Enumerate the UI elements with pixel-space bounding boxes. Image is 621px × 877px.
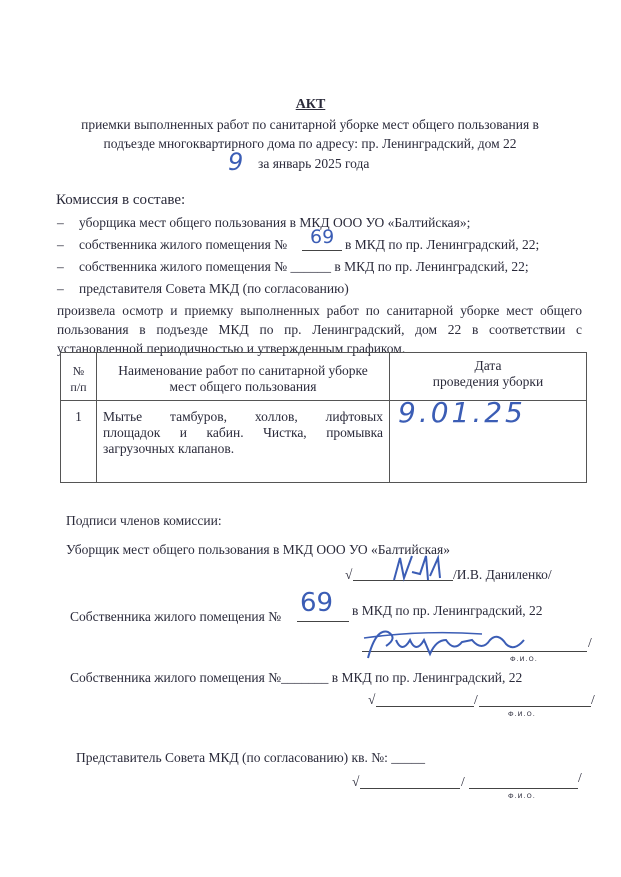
row-date-handwritten: 9.01.25 [398, 396, 526, 429]
sig-cleaner-signature [390, 552, 450, 584]
sig-owner2-line-a [376, 706, 474, 707]
sig-council-fio: Ф.И.О. [508, 792, 536, 800]
commission-item-council: представителя Совета МКД (по согласованию) [79, 281, 349, 296]
sig-owner1-number-line [297, 621, 349, 622]
body-line-3: установленной периодичностью и утвержденным графиком. [57, 341, 406, 356]
sig-owner1-apartment: 69 [300, 588, 334, 618]
sig-owner2-fio: Ф.И.О. [508, 710, 536, 718]
commission-bullet-2: – [57, 237, 64, 252]
header-date-line-1: Дата [474, 358, 502, 373]
sig-owner2-line-end: / [591, 692, 595, 707]
sig-council-label: Представитель Совета МКД (по согласованию) кв. №: _____ [76, 750, 425, 765]
sig-council-line-b [469, 788, 578, 789]
sig-council-slash: / [461, 774, 465, 789]
header-num-line-2: п/п [70, 380, 87, 394]
commission-bullet-3: – [57, 259, 64, 274]
sig-owner1-label-b: в МКД по пр. Ленинградский, 22 [352, 603, 543, 618]
commission-owner1-apartment: 69 [310, 226, 335, 248]
commission-bullet-1: – [57, 215, 64, 230]
commission-owner1-blank [302, 250, 342, 251]
commission-heading: Комиссия в составе: [56, 192, 186, 208]
header-date [390, 353, 587, 401]
commission-item-owner2: собственника жилого помещения № ______ в МКД по пр. Ленинградский, 22; [79, 259, 529, 274]
commission-item-cleaner: уборщика мест общего пользования в МКД ООО УО «Балтийская»; [79, 215, 471, 230]
signatures-heading: Подписи членов комиссии: [66, 513, 222, 528]
sig-owner1-line-end: / [588, 635, 592, 650]
act-subtitle-line-3: за январь 2025 года [258, 156, 370, 171]
sig-owner2-check: √ [368, 692, 376, 707]
table-row [61, 401, 587, 483]
sig-council-check: √ [352, 774, 360, 789]
body-line-1: произвела осмотр и приемку выполненных работ по санитарной уборке мест общего [57, 303, 582, 318]
body-line-2: пользования в подъезде МКД по пр. Ленинградский, дом 22 в соответствии с [57, 322, 582, 337]
handwritten-day: 9 [228, 148, 244, 176]
header-date-line-2: проведения уборки [432, 374, 544, 389]
row-name-line-2: площадок и кабин. Чистка, промывка [103, 425, 383, 440]
sig-cleaner-check: √ [345, 567, 353, 582]
sig-cleaner-label: Уборщик мест общего пользования в МКД ООО УО «Балтийская» [66, 542, 450, 557]
table-header-row [61, 353, 587, 401]
sig-owner1-fio: Ф.И.О. [510, 655, 538, 663]
sig-owner2-slash: / [474, 692, 478, 707]
commission-item-owner1-tail: в МКД по пр. Ленинградский, 22; [345, 237, 540, 252]
act-title: АКТ [295, 97, 326, 112]
works-table [60, 352, 587, 483]
sig-council-line-end: / [578, 770, 582, 785]
row-name-line-3: загрузочных клапанов. [103, 441, 235, 456]
header-name-line-2: мест общего пользования [169, 379, 317, 394]
act-subtitle-line-1: приемки выполненных работ по санитарной уборке мест общего пользования в [81, 117, 539, 132]
sig-owner2-line-b [479, 706, 591, 707]
sig-council-line-a [360, 788, 460, 789]
commission-bullet-4: – [57, 281, 64, 296]
act-subtitle-line-2: подъезде многоквартирного дома по адресу: пр. Ленинградский, дом 22 [103, 136, 517, 151]
sig-owner1-label-a: Собственника жилого помещения № [70, 609, 282, 624]
header-num-line-1: № [72, 364, 85, 378]
row-date [390, 396, 587, 483]
header-name [97, 353, 390, 401]
commission-item-owner1-label: собственника жилого помещения № [79, 237, 288, 252]
sig-owner2-label: Собственника жилого помещения №_______ в МКД по пр. Ленинградский, 22 [70, 670, 523, 685]
row-name-line-1: Мытье тамбуров, холлов, лифтовых [103, 409, 383, 424]
header-name-line-1: Наименование работ по санитарной уборке [118, 363, 368, 378]
row-num: 1 [61, 401, 97, 483]
header-num [61, 353, 97, 401]
sig-cleaner-name: /И.В. Даниленко/ [453, 567, 552, 582]
row-name [97, 401, 390, 483]
